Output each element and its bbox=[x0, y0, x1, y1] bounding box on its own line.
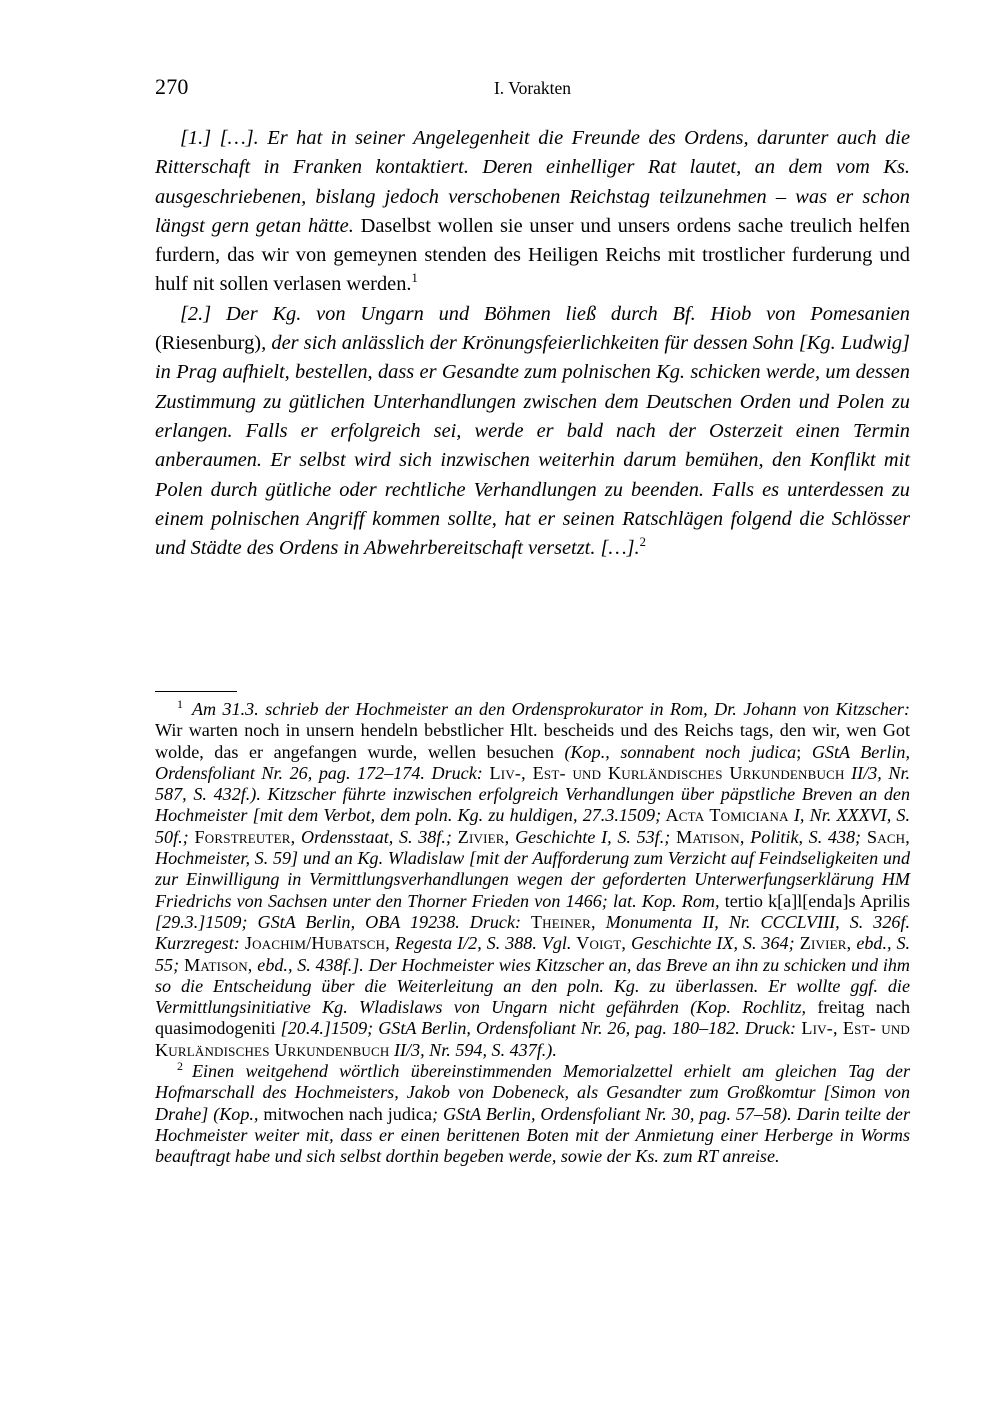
footnote-1 bbox=[155, 696, 911, 1061]
footnote-1-marker: 1 bbox=[177, 696, 183, 711]
running-title: I. Vorakten bbox=[493, 78, 572, 98]
paragraph-2-runs: [2.] Der Kg. von Ungarn und Böhmen ließ durch Bf. Hiob von Pomesanien (Riesenburg), der sich anlässlich der Krönungsfeierlichkeiten für dessen Sohn [Kg. Ludwig] in Prag aufhielt, bestellen, dass er Gesandte zum polnischen Kg. schicken werde, um dessen Zustimmung zu gütlichen Unterhandlungen zwischen dem Deutschen Orden und Polen zu erlangen. Falls er erfolgreich sei, werde er bald nach der Osterzeit einen Termin anberaumen. Er selbst wird sich inzwischen weiterhin darum bemühen, den Konflikt mit Polen durch gütliche oder rechtliche Verhandlungen zu beenden. Falls es unterdessen zu einem polnischen Angriff kommen sollte, hat er seinen Ratschlägen folgend die Schlösser und Städte des Ordens in Abwehrbereitschaft versetzt. […].$^2$ bbox=[155, 302, 910, 560]
footnote-separator-rule bbox=[155, 691, 237, 692]
footnote-1-runs: Am 31.3. schrieb der Hochmeister an den Ordensprokurator in Rom, Dr. Johann von Kitzscher: Wir warten noch in unsern hendeln bebstlicher Hlt. bescheids und des Reichs tags, den wir, wen Got wolde, das er angefangen wurde, wellen besuchen (Kop., sonnabent noch judica; GStA Berlin, Ordensfoliant Nr. 26, pag. 172–174. Druck: Liv-, Est- und Kurländisches Urkundenbuch II/3, Nr. 587, S. 432f.). Kitzscher führte inzwischen erfolgreich Verhandlungen über päpstliche Breven an den Hochmeister [mit dem Verbot, dem poln. Kg. zu huldigen, 27.3.1509; Acta Tomiciana I, Nr. XXXVI, S. 50f.; Forstreuter, Ordensstaat, S. 38f.; Zivier, Geschichte I, S. 53f.; Matison, Politik, S. 438; Sach, Hochmeister, S. 59] und an Kg. Wladislaw [mit der Aufforderung zum Verzicht auf Feindseligkeiten und zur Einwilligung in Vermittlungsverhandlungen wegen der geforderten Unterwerfungserklärung HM Friedrichs von Sachsen unter den Thorner Frieden von 1466; lat. Kop. Rom, tertio k[a]l[enda]s Aprilis [29.3.]1509; GStA Berlin, OBA 19238. Druck: Theiner, Monumenta II, Nr. CCCLVIII, S. 326f. Kurzregest: Joachim/Hubatsch, Regesta I/2, S. 388. Vgl. Voigt, Geschichte IX, S. 364; Zivier, ebd., S. 55; Matison, ebd., S. 438f.]. Der Hochmeister wies Kitzscher an, das Breve an ihn zu schicken und ihm so die Entscheidung über die Weiterleitung an den poln. Kg. zu überlassen. Er wollte ggf. die Vermittlungsinitiative Kg. Wladislaws von Ungarn nicht gefährden (Kop. Rochlitz, freitag nach quasimodogeniti [20.4.]1509; GStA Berlin, Ordensfoliant Nr. 26, pag. 180–182. Druck: Liv-, Est- und Kurländisches Urkundenbuch II/3, Nr. 594, S. 437f.). bbox=[155, 699, 911, 1060]
footnote-2-marker: 2 bbox=[177, 1059, 183, 1074]
page-number: 270 bbox=[155, 74, 189, 99]
footnote-2 bbox=[155, 1061, 910, 1167]
paragraph-1 bbox=[155, 124, 910, 300]
running-head bbox=[155, 74, 910, 100]
footnote-2-runs: Einen weitgehend wörtlich übereinstimmenden Memorialzettel erhielt am gleichen Tag der Hofmarschall des Hochmeisters, Jakob von Dobeneck, als Gesandter zum Großkomtur [Simon von Drahe] (Kop., mitwochen nach judica; GStA Berlin, Ordensfoliant Nr. 30, pag. 57–58). Darin teilte der Hochmeister weiter mit, dass er einen berittenen Boten mit der Anmietung einer Herberge in Worms beauftragt habe und sich selbst dorthin begeben werde, sowie der Ks. zum RT anreise. bbox=[155, 1061, 910, 1167]
body-text-block bbox=[155, 124, 910, 563]
paragraph-1-runs: [1.] […]. Er hat in seiner Angelegenheit die Freunde des Ordens, darunter auch die Ritterschaft in Franken kontaktiert. Deren einhelliger Rat lautet, an dem vom Ks. ausgeschriebenen, bislang jedoch verschobenen Reichstag teilzunehmen – was er schon längst gern getan hätte. Daselbst wollen sie unser und unsers ordens sache treulich helfen furdern, das wir von gemeynen stenden des Heiligen Reichs mit trostlicher furderung und hulf nit sollen verlasen werden.$^1$ bbox=[155, 127, 910, 296]
paragraph-2 bbox=[155, 300, 910, 564]
footnote-block bbox=[155, 696, 911, 1168]
